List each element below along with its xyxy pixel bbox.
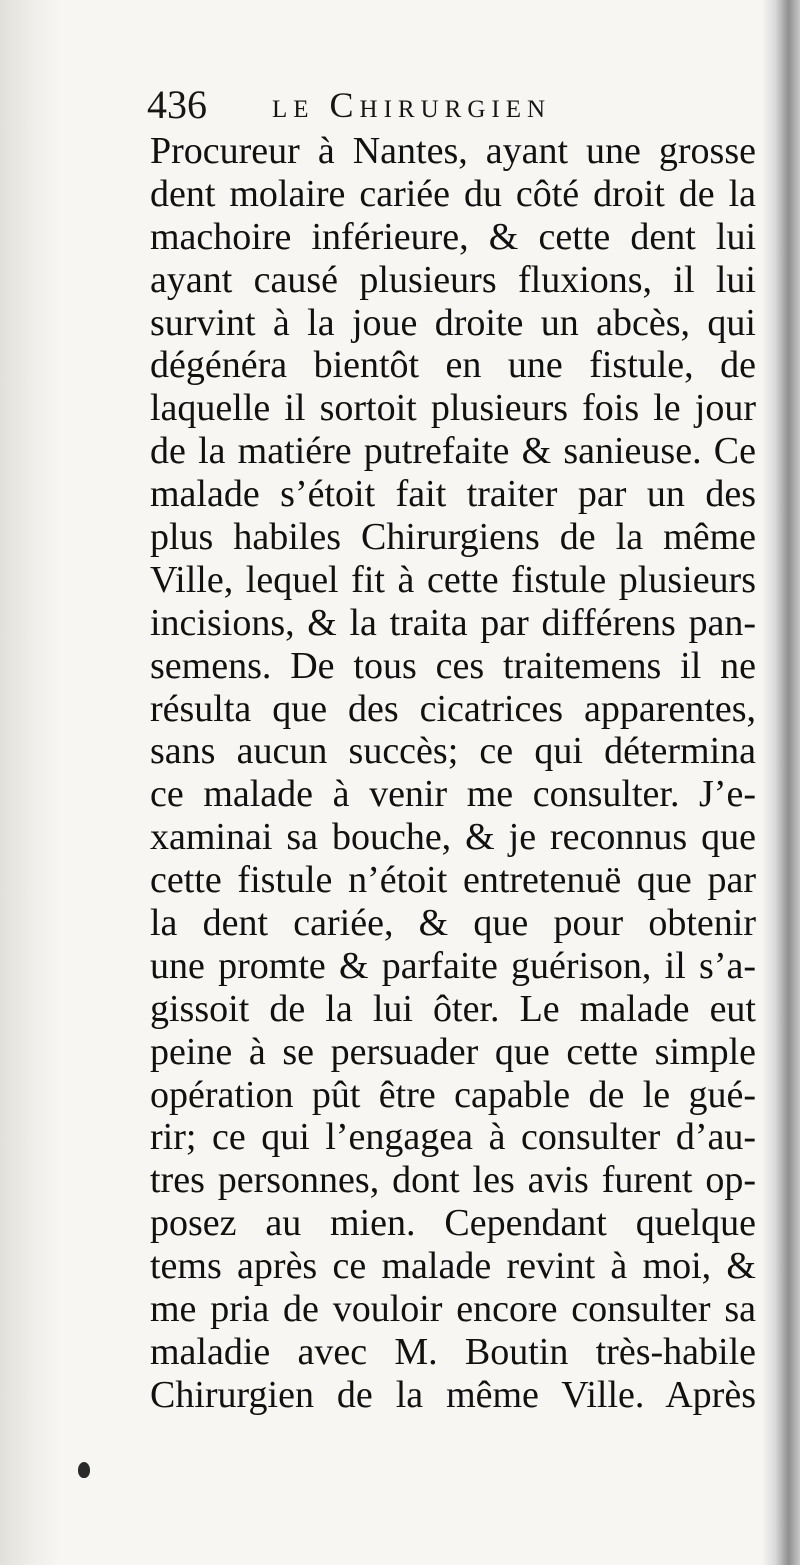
text-line: rir; ce qui l’engagea à consulter d’au- [150, 1116, 756, 1159]
ink-spot [78, 1462, 90, 1478]
text-line: xaminai sa bouche, & je reconnus que [150, 816, 756, 859]
running-head: le Chirurgien [272, 85, 552, 125]
text-line: machoire inférieure, & cette dent lui [150, 215, 756, 258]
text-line: malade s’étoit fait traiter par un des [150, 473, 756, 516]
text-line: opération pût être capable de le gué- [150, 1073, 756, 1116]
text-line: tres personnes, dont les avis furent op- [150, 1159, 756, 1202]
text-line: Chirurgien de la même Ville. Après [150, 1373, 756, 1416]
text-line: la dent cariée, & que pour obtenir [150, 902, 756, 945]
page-edge-shadow [762, 0, 800, 1565]
text-line: sans aucun succès; ce qui détermina [150, 730, 756, 773]
page-number: 436 [147, 82, 207, 127]
page-header [147, 80, 750, 130]
text-line: ayant causé plusieurs fluxions, il lui [150, 258, 756, 301]
text-line: peine à se persuader que cette simple [150, 1030, 756, 1073]
page-gutter-shadow [0, 0, 60, 1565]
text-line: cette fistule n’étoit entretenuë que par [150, 859, 756, 902]
text-line: dégénéra bientôt en une fistule, de [150, 344, 756, 387]
text-line: survint à la joue droite un abcès, qui [150, 301, 756, 344]
text-line: ce malade à venir me consulter. J’e- [150, 773, 756, 816]
text-line: plus habiles Chirurgiens de la même [150, 516, 756, 559]
text-line: me pria de vouloir encore consulter sa [150, 1288, 756, 1331]
text-line: tems après ce malade revint à moi, & [150, 1245, 756, 1288]
text-line: incisions, & la traita par différens pan- [150, 601, 756, 644]
text-line: laquelle il sortoit plusieurs fois le jour [150, 387, 756, 430]
text-line: semens. De tous ces traitemens il ne [150, 644, 756, 687]
text-line: maladie avec M. Boutin très-habile [150, 1330, 756, 1373]
text-line: résulta que des cicatrices apparentes, [150, 687, 756, 730]
text-line: posez au mien. Cependant quelque [150, 1202, 756, 1245]
text-line: Procureur à Nantes, ayant une grosse [150, 130, 756, 172]
text-line: Ville, lequel fit à cette fistule plusieurs [150, 558, 756, 601]
body-text [150, 130, 756, 1417]
text-line: de la matiére putrefaite & sanieuse. Ce [150, 430, 756, 473]
text-line: gissoit de la lui ôter. Le malade eut [150, 987, 756, 1030]
text-line: dent molaire cariée du côté droit de la [150, 172, 756, 215]
text-line: une promte & parfaite guérison, il s’a- [150, 944, 756, 987]
